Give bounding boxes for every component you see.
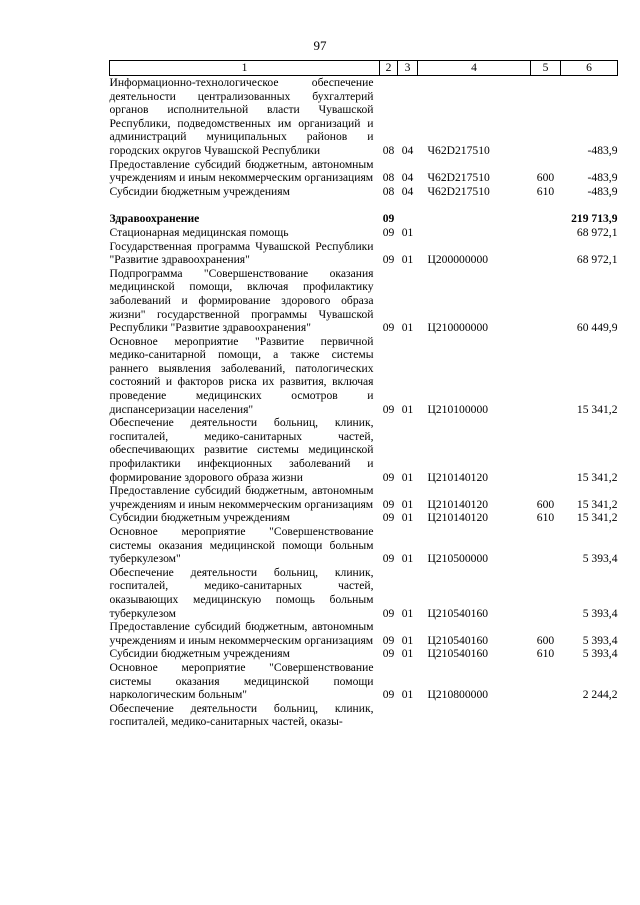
header-col-subsection: 3 bbox=[398, 61, 418, 76]
table-header bbox=[110, 61, 618, 76]
row-subsection: 04 bbox=[401, 143, 414, 157]
header-col-amount: 6 bbox=[561, 61, 618, 76]
table-row bbox=[110, 226, 618, 240]
row-expense-type: 600 bbox=[536, 497, 555, 511]
row-name: Основное мероприятие "Совершенствование системы оказания медицинской помощи больным туберкулезом" bbox=[109, 525, 374, 566]
row-subsection: 04 bbox=[401, 171, 414, 185]
row-section: 08 bbox=[382, 171, 395, 185]
table-row bbox=[110, 158, 618, 185]
row-name: Государственная программа Чувашской Республики "Развитие здравоохранения" bbox=[109, 239, 374, 267]
row-subsection: 01 bbox=[401, 647, 414, 661]
row-subsection: 01 bbox=[401, 470, 414, 484]
row-name: Субсидии бюджетным учреждениям bbox=[109, 511, 290, 525]
row-section: 09 bbox=[382, 497, 395, 511]
row-section: 09 bbox=[382, 321, 395, 335]
row-section: 09 bbox=[382, 633, 395, 647]
row-amount: 15 341,2 bbox=[576, 402, 618, 416]
row-section: 09 bbox=[382, 253, 395, 267]
row-section: 09 bbox=[382, 552, 395, 566]
row-section: 09 bbox=[382, 647, 395, 661]
row-expense-type bbox=[531, 267, 561, 335]
row-target-article: Ц210540160 bbox=[427, 606, 489, 620]
row-expense-type bbox=[531, 416, 561, 484]
row-expense-type: 600 bbox=[536, 171, 555, 185]
row-amount: 5 393,4 bbox=[582, 552, 618, 566]
row-expense-type bbox=[531, 212, 561, 226]
row-subsection: 01 bbox=[401, 402, 414, 416]
row-expense-type bbox=[531, 702, 561, 729]
row-section: 09 bbox=[382, 511, 395, 525]
row-name: Обеспечение деятельности больниц, клиник, госпиталей, медико-санитарных частей, обеспечивающих развитие системы медицинской профилактики инфекционных заболеваний и формирование здорового образа жизни bbox=[109, 416, 374, 484]
table-row bbox=[110, 511, 618, 525]
row-target-article bbox=[418, 212, 531, 226]
budget-table bbox=[109, 60, 618, 729]
row-amount: 5 393,4 bbox=[582, 647, 618, 661]
row-target-article: Ц210540160 bbox=[427, 647, 489, 661]
row-amount: 15 341,2 bbox=[576, 497, 618, 511]
row-amount: -483,9 bbox=[587, 184, 618, 198]
row-amount: -483,9 bbox=[587, 143, 618, 157]
row-target-article bbox=[418, 702, 531, 729]
row-target-article: Ц210100000 bbox=[427, 402, 489, 416]
row-target-article: Ч62D217510 bbox=[427, 143, 490, 157]
page-number: 97 bbox=[313, 38, 327, 53]
row-target-article bbox=[418, 226, 531, 240]
table-row bbox=[110, 76, 618, 158]
row-name: Обеспечение деятельности больниц, клиник, госпиталей, медико-санитарных частей, оказывающих медицинскую помощь больным туберкулезом bbox=[109, 565, 374, 620]
row-target-article: Ц210800000 bbox=[427, 688, 489, 702]
row-expense-type bbox=[531, 76, 561, 158]
row-expense-type bbox=[531, 525, 561, 566]
row-name: Предоставление субсидий бюджетным, автономным учреждениям и иным некоммерческим организациям bbox=[109, 620, 374, 647]
row-section: 08 bbox=[382, 143, 395, 157]
row-expense-type bbox=[531, 226, 561, 240]
row-expense-type: 610 bbox=[536, 511, 555, 525]
row-target-article: Ц210540160 bbox=[427, 633, 489, 647]
table-row bbox=[110, 212, 618, 226]
row-target-article: Ц210140120 bbox=[427, 511, 489, 525]
row-name: Основное мероприятие "Развитие первичной медико-санитарной помощи, а также системы раннего выявления заболеваний, патологических состояний и факторов риска их развития, включая проведение медицинских осмотров и диспансеризации населения" bbox=[109, 334, 374, 416]
row-amount: 219 713,9 bbox=[571, 212, 618, 226]
row-expense-type bbox=[531, 335, 561, 417]
row-subsection: 01 bbox=[401, 253, 414, 267]
row-target-article: Ч62D217510 bbox=[427, 184, 490, 198]
row-subsection: 01 bbox=[401, 688, 414, 702]
row-section: 09 bbox=[382, 212, 395, 226]
row-name: Информационно-технологическое обеспечение деятельности централизованных бухгалтерий органов исполнительной власти Чувашской Республики, подведомственных им организаций и администраций муниципальных районов и городских округов Чувашской Республики bbox=[109, 76, 374, 157]
row-section: 09 bbox=[382, 688, 395, 702]
table-row bbox=[110, 416, 618, 484]
row-amount: 15 341,2 bbox=[576, 470, 618, 484]
row-amount: 5 393,4 bbox=[582, 633, 618, 647]
row-name: Предоставление субсидий бюджетным, автономным учреждениям и иным некоммерческим организациям bbox=[109, 157, 374, 185]
row-subsection: 01 bbox=[401, 497, 414, 511]
table-row bbox=[110, 702, 618, 729]
row-target-article: Ц210140120 bbox=[427, 497, 489, 511]
table-row bbox=[110, 566, 618, 620]
row-expense-type: 610 bbox=[536, 184, 555, 198]
row-subsection: 01 bbox=[401, 321, 414, 335]
row-subsection: 01 bbox=[401, 225, 414, 239]
row-target-article: Ц210140120 bbox=[427, 470, 489, 484]
row-amount: 2 244,2 bbox=[582, 688, 618, 702]
row-section: 09 bbox=[382, 470, 395, 484]
row-name: Субсидии бюджетным учреждениям bbox=[109, 647, 290, 661]
table-row bbox=[110, 525, 618, 566]
row-section: 09 bbox=[382, 225, 395, 239]
row-target-article: Ц200000000 bbox=[427, 253, 489, 267]
row-name: Стационарная медицинская помощь bbox=[109, 225, 289, 239]
row-subsection: 04 bbox=[401, 184, 414, 198]
row-subsection: 01 bbox=[401, 511, 414, 525]
row-name: Подпрограмма "Совершенствование оказания медицинской помощи, включая профилактику заболеваний и формирование здорового образа жизни" государственной программы Чувашской Республики "Развитие здравоохранения" bbox=[109, 266, 374, 335]
spacer-row bbox=[110, 198, 618, 212]
row-target-article: Ц210500000 bbox=[427, 552, 489, 566]
table-row bbox=[110, 240, 618, 267]
row-subsection: 01 bbox=[401, 606, 414, 620]
table-body bbox=[110, 76, 618, 729]
row-section: 08 bbox=[382, 184, 395, 198]
row-section bbox=[380, 702, 398, 729]
header-col-expense-type: 5 bbox=[531, 61, 561, 76]
row-target-article: Ч62D217510 bbox=[427, 171, 490, 185]
row-amount: 15 341,2 bbox=[576, 511, 618, 525]
table-row bbox=[110, 267, 618, 335]
table-row bbox=[110, 185, 618, 199]
header-col-name: 1 bbox=[110, 61, 380, 76]
row-name: Здравоохранение bbox=[109, 212, 200, 226]
row-subsection: 01 bbox=[401, 633, 414, 647]
row-expense-type bbox=[531, 566, 561, 620]
row-subsection bbox=[398, 702, 418, 729]
spacer-cell bbox=[110, 198, 618, 212]
table-row bbox=[110, 620, 618, 647]
table-row bbox=[110, 484, 618, 511]
row-amount: 5 393,4 bbox=[582, 606, 618, 620]
row-name: Основное мероприятие "Совершенствование системы оказания медицинской помощи наркологическим больным" bbox=[109, 660, 374, 702]
row-expense-type bbox=[531, 240, 561, 267]
header-col-target-article: 4 bbox=[418, 61, 531, 76]
row-name: Предоставление субсидий бюджетным, автономным учреждениям и иным некоммерческим организациям bbox=[109, 484, 374, 511]
row-amount: 60 449,9 bbox=[576, 321, 618, 335]
row-expense-type: 610 bbox=[536, 647, 555, 661]
row-target-article: Ц210000000 bbox=[427, 321, 489, 335]
row-expense-type: 600 bbox=[536, 633, 555, 647]
table-row bbox=[110, 647, 618, 661]
header-col-section: 2 bbox=[380, 61, 398, 76]
row-section: 09 bbox=[382, 402, 395, 416]
row-amount: 68 972,1 bbox=[576, 225, 618, 239]
row-section: 09 bbox=[382, 606, 395, 620]
row-name: Обеспечение деятельности больниц, клиник, госпиталей, медико-санитарных частей, оказы- bbox=[109, 701, 374, 729]
row-amount: -483,9 bbox=[587, 171, 618, 185]
row-subsection bbox=[398, 212, 418, 226]
row-amount bbox=[561, 702, 618, 729]
row-expense-type bbox=[531, 661, 561, 702]
table-row bbox=[110, 335, 618, 417]
row-amount: 68 972,1 bbox=[576, 253, 618, 267]
row-subsection: 01 bbox=[401, 552, 414, 566]
row-name: Субсидии бюджетным учреждениям bbox=[109, 184, 290, 198]
table-row bbox=[110, 661, 618, 702]
